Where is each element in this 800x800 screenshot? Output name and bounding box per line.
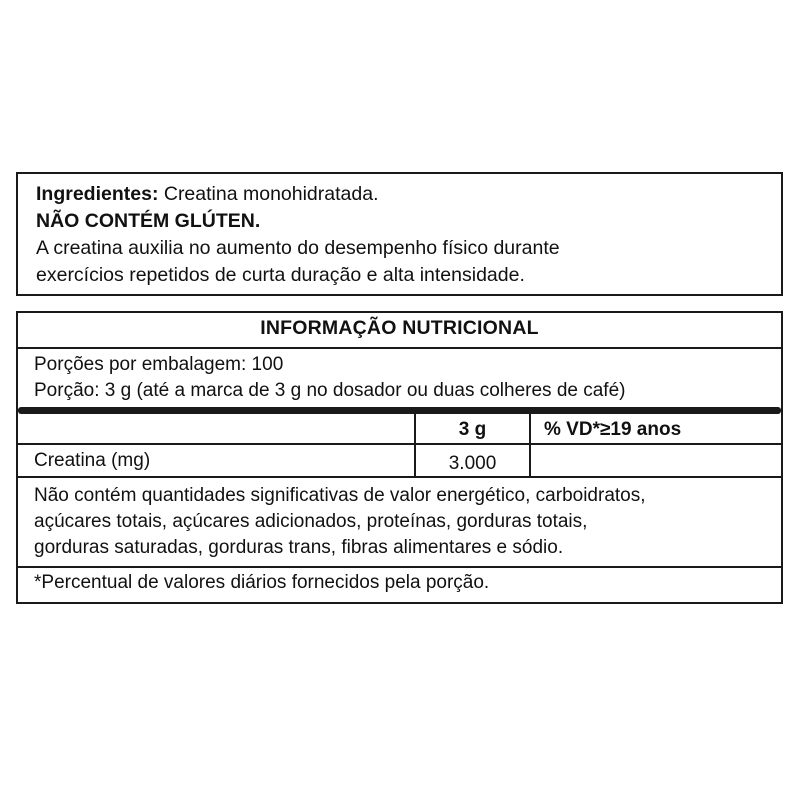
amount-column-header: 3 g bbox=[458, 419, 487, 440]
note-line-1: Não contém quantidades significativas de valor energético, carboidratos, bbox=[34, 485, 646, 506]
claim-line-1: A creatina auxilia no aumento do desempenho físico durante bbox=[36, 237, 560, 259]
note-line-3: gorduras saturadas, gorduras trans, fibras alimentares e sódio. bbox=[34, 537, 564, 558]
row-divider bbox=[18, 476, 781, 478]
nutrient-name: Creatina (mg) bbox=[34, 450, 151, 471]
servings-per-package: Porções por embalagem: 100 bbox=[34, 354, 284, 375]
ingredients-value: Creatina monohidratada. bbox=[158, 183, 379, 205]
column-divider-2 bbox=[529, 414, 531, 476]
thick-divider bbox=[18, 407, 781, 414]
claim-line-2: exercícios repetidos de curta duração e alta intensidade. bbox=[36, 264, 525, 286]
nutrition-title: INFORMAÇÃO NUTRICIONAL bbox=[260, 317, 539, 339]
nutrition-facts-table bbox=[16, 311, 783, 604]
ingredients-label: Ingredientes: bbox=[36, 183, 159, 205]
nutrient-amount: 3.000 bbox=[448, 453, 497, 474]
footnote-divider bbox=[18, 566, 781, 568]
ingredients-box bbox=[16, 172, 783, 296]
serving-size: Porção: 3 g (até a marca de 3 g no dosador ou duas colheres de café) bbox=[34, 380, 626, 401]
header-row-divider bbox=[18, 443, 781, 445]
footnote: *Percentual de valores diários fornecidos pela porção. bbox=[34, 572, 490, 593]
ingredients-line bbox=[36, 181, 781, 208]
daily-value-column-header: % VD*≥19 anos bbox=[544, 419, 682, 440]
title-divider bbox=[18, 347, 781, 349]
gluten-statement: NÃO CONTÉM GLÚTEN. bbox=[36, 210, 261, 232]
note-line-2: açúcares totais, açúcares adicionados, proteínas, gorduras totais, bbox=[34, 511, 588, 532]
